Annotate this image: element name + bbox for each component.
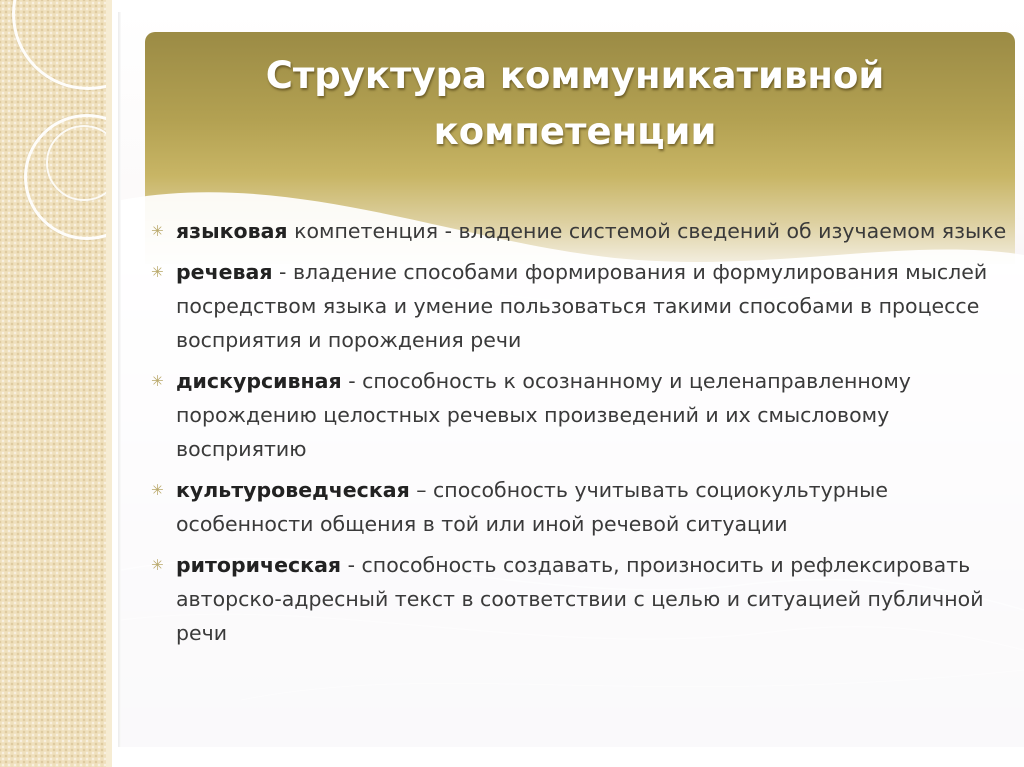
decorative-ring: [12, 0, 112, 90]
list-item: [151, 364, 1007, 466]
decorative-side-frame: [0, 0, 112, 767]
competence-description: - владение способами формирования и формулирования мыслей посредством языка и умение пользоваться такими способами в процессе восприятия и порождения речи: [176, 260, 988, 352]
frame-strip: [106, 0, 112, 767]
asterisk-icon: ✳: [151, 222, 164, 240]
competence-description: – способность учитывать социокультурные особенности общения в той или иной речевой ситуации: [176, 478, 888, 536]
list-item: [151, 255, 1007, 357]
competence-term: дискурсивная: [176, 369, 342, 393]
competence-term: культуроведческая: [176, 478, 410, 502]
asterisk-icon: ✳: [151, 481, 164, 499]
competence-description: - способность к осознанному и целенаправленному порождению целостных речевых произведений и их смысловому восприятию: [176, 369, 911, 461]
competence-description: - способность создавать, произносить и рефлексировать авторско-адресный текст в соответствии с целью и ситуацией публичной речи: [176, 553, 984, 645]
slide: [121, 10, 1024, 747]
asterisk-icon: ✳: [151, 263, 164, 281]
asterisk-icon: ✳: [151, 556, 164, 574]
list-item: [151, 473, 1007, 541]
frame-top-edge: [112, 0, 1024, 10]
page-title: Структура коммуникативной компетенции: [265, 54, 885, 153]
competence-term: языковая: [176, 219, 288, 243]
decorative-ring: [46, 125, 112, 201]
list-item: [151, 214, 1007, 248]
asterisk-icon: ✳: [151, 372, 164, 390]
competence-description: компетенция - владение системой сведений об изучаемом языке: [287, 219, 1007, 243]
competence-list: [151, 214, 1007, 657]
competence-term: речевая: [176, 260, 273, 284]
list-item: [151, 548, 1007, 650]
competence-term: риторическая: [176, 553, 342, 577]
